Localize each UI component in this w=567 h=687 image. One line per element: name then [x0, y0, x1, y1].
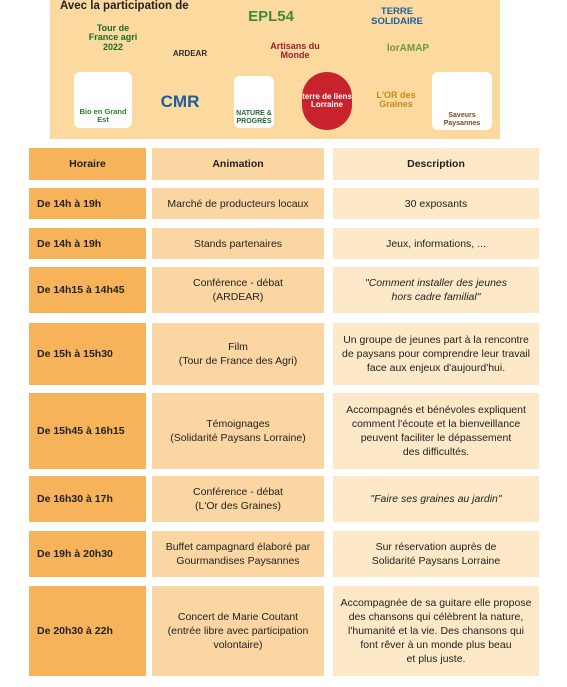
partners-title: Avec la participation de	[60, 0, 189, 12]
row-horaire: De 16h30 à 17h	[29, 476, 146, 522]
terre-de-liens-logo: terre de liens Lorraine	[302, 72, 352, 130]
bio-en-grand-est-logo: Bio en Grand Est	[74, 72, 132, 128]
row-description: Sur réservation auprès de Solidarité Paysans Lorraine	[333, 531, 539, 577]
row-animation: Marché de producteurs locaux	[152, 188, 324, 219]
row-description: Un groupe de jeunes part à la rencontre de paysans pour comprendre leur travail face aux enjeux d'aujourd'hui.	[333, 323, 539, 385]
tour-de-france-agri-logo: Tour de France agri 2022	[88, 22, 138, 52]
row-description: "Comment installer des jeunes hors cadre familial"	[333, 267, 539, 313]
table-row	[29, 188, 539, 219]
terre-solidaire-logo: TERRE SOLIDAIRE	[371, 6, 423, 27]
lorama-logo: lorAMAP	[386, 42, 430, 54]
table-row	[29, 393, 539, 469]
table-row	[29, 476, 539, 522]
table-row	[29, 323, 539, 385]
ardear-logo: ARDEAR	[172, 48, 208, 58]
row-animation: Film (Tour de France des Agri)	[152, 323, 324, 385]
saveurs-paysannes-logo: Saveurs Paysannes	[432, 72, 492, 130]
row-horaire: De 14h15 à 14h45	[29, 267, 146, 313]
row-animation: Témoignages (Solidarité Paysans Lorraine)	[152, 393, 324, 469]
row-horaire: De 15h45 à 16h15	[29, 393, 146, 469]
row-horaire: De 14h à 19h	[29, 228, 146, 259]
header-horaire: Horaire	[29, 148, 146, 180]
row-animation: Conférence - débat (L'Or des Graines)	[152, 476, 324, 522]
row-animation: Concert de Marie Coutant (entrée libre avec participation volontaire)	[152, 586, 324, 676]
row-description: Accompagnée de sa guitare elle propose des chansons qui célèbrent la nature, l'humanité et la vie. Des chansons qui font rêver à un monde plus beau et plus juste.	[333, 586, 539, 676]
header-animation: Animation	[152, 148, 324, 180]
lor-des-graines-logo: L'OR des Graines	[376, 89, 416, 109]
table-row	[29, 267, 539, 313]
table-row	[29, 228, 539, 259]
table-header	[29, 148, 539, 180]
nature-et-progres-logo: NATURE & PROGRÈS	[234, 76, 274, 128]
row-horaire: De 20h30 à 22h	[29, 586, 146, 676]
row-description: "Faire ses graines au jardin"	[333, 476, 539, 522]
epl54-logo: EPL54	[248, 8, 294, 26]
table-row	[29, 531, 539, 577]
row-horaire: De 15h à 15h30	[29, 323, 146, 385]
artisans-du-monde-logo: Artisans du Monde	[270, 40, 320, 60]
row-horaire: De 14h à 19h	[29, 188, 146, 219]
cmr-logo: CMR	[160, 92, 200, 112]
row-animation: Conférence - débat (ARDEAR)	[152, 267, 324, 313]
partners-banner	[50, 0, 500, 139]
row-animation: Buffet campagnard élaboré par Gourmandises Paysannes	[152, 531, 324, 577]
row-description: Accompagnés et bénévoles expliquent comment l'écoute et la bienveillance peuvent faciliter le dépassement des difficultés.	[333, 393, 539, 469]
table-row	[29, 586, 539, 676]
row-description: 30 exposants	[333, 188, 539, 219]
row-description: Jeux, informations, ...	[333, 228, 539, 259]
header-description: Description	[333, 148, 539, 180]
row-animation: Stands partenaires	[152, 228, 324, 259]
row-horaire: De 19h à 20h30	[29, 531, 146, 577]
